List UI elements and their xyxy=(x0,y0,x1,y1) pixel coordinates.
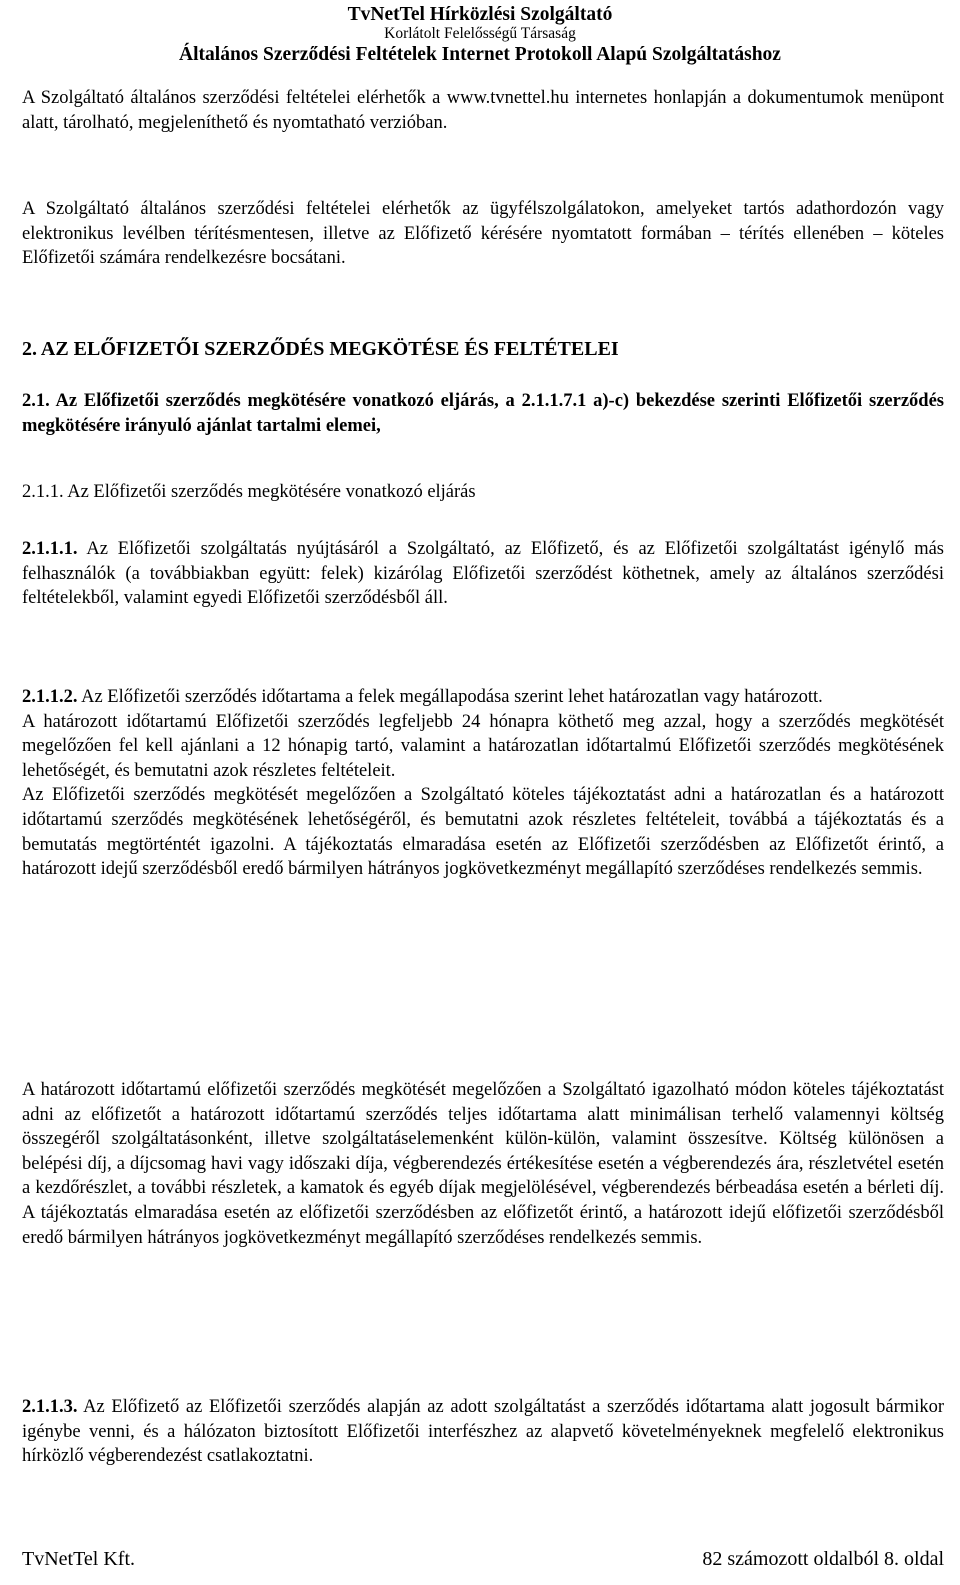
subsection-2-1-1-title: 2.1.1. Az Előfizetői szerződés megkötésére vonatkozó eljárás xyxy=(22,482,476,502)
subsection-2-1-1-title-wrap xyxy=(22,480,944,505)
clause-text: Az Előfizető az Előfizetői szerződés alapján az adott szolgáltatást a szerződés időtartama alatt jogosult bármikor igénybe venni, és a hálózaton biztosított Előfizetői interfészhez az alapvető követelményeknek megfelelő elektronikus hírközlő végberendezést csatlakoztatni. xyxy=(22,1397,944,1467)
section-title: 2. AZ ELŐFIZETŐI SZERZŐDÉS MEGKÖTÉSE ÉS FELTÉTELEI xyxy=(22,338,619,360)
page-footer xyxy=(22,1548,944,1571)
company-name: TvNetTel Hírközlési Szolgáltató xyxy=(347,4,613,25)
intro-paragraph-2: A Szolgáltató általános szerződési feltételei elérhetők az ügyfélszolgálatokon, amelyeket tartós adathordozón vagy elektronikus levélben térítésmentesen, illetve az Előfizető kérésére nyomtatott formában – térítés ellenében – köteles Előfizetői számára rendelkezésre bocsátani. xyxy=(22,199,944,269)
paragraph-2-1-1-2-p3: Az Előfizetői szerződés megkötését megelőzően a Szolgáltató köteles tájékoztatást adni a határozatlan és a határozott időtartamú szerződés megkötésének lehetőségéről, és bemutatni azok részletes feltételeit, továbbá a tájékoztatás és a bemutatás megtörténtét igazolni. A tájékoztatás elmaradása esetén az Előfizetői szerződésben az Előfizetőt érintő, a határozott idejű szerződésből eredő bármilyen hátrányos jogkövetkezményt megállapító szerződéses rendelkezés semmis. xyxy=(22,785,944,880)
footer-page-number: 82 számozott oldalból 8. oldal xyxy=(702,1548,944,1570)
clause-number: 2.1.1.2. xyxy=(22,687,78,707)
paragraph-2-1-1-2-p4-text: A határozott időtartamú előfizetői szerződés megkötését megelőzően a Szolgáltató igazolható módon köteles tájékoztatást adni az előfizetőt a határozott időtartamú szerződés teljes időtartama alatt minimálisan terhelő valamennyi költség összegéről szolgáltatásonként, illetve szolgáltatáselemenként külön-külön, valamint összesítve. Költség különösen a belépési díj, a díjcsomag havi vagy időszaki díja, végberendezés értékesítése esetén a végberendezés ára, részletvétel esetén a kezdőrészlet, a további részletek, a kamatok és egyéb díjak megjelölésével, végberendezés bérbeadása esetén a bérleti díj. A tájékoztatás elmaradása esetén az előfizetői szerződésben az előfizetőt érintő, a határozott idejű előfizetői szerződésből eredő bármilyen hátrányos jogkövetkezményt megállapító szerződéses rendelkezés semmis. xyxy=(22,1080,944,1248)
paragraph-2-1-1-2-p4 xyxy=(22,1078,944,1250)
intro-p2 xyxy=(22,197,944,271)
paragraph-2-1-1-3-text xyxy=(22,1395,944,1469)
paragraph-2-1-1-3 xyxy=(22,1395,944,1469)
clause-text: Az Előfizetői szerződés időtartama a felek megállapodása szerint lehet határozatlan vagy határozott. xyxy=(77,687,823,707)
section-2-1-heading xyxy=(22,389,944,438)
company-type: Korlátolt Felelősségű Társaság xyxy=(384,25,576,42)
clause-number: 2.1.1.1. xyxy=(22,539,78,559)
paragraph-2-1-1-1-text xyxy=(22,537,944,611)
section-2-1-1-heading xyxy=(22,480,944,505)
paragraph-2-1-1-2-p2: A határozott időtartamú Előfizetői szerződés legfeljebb 24 hónapra köthető meg azzal, hogy a szerződés megkötését megelőzően fel kell ajánlani a 12 hónapig tartó, valamint a határozatlan időtartalmú Előfizetői szerződés megkötésének lehetőségét, és bemutatni azok részletes feltételeit. xyxy=(22,711,944,781)
paragraph-2-1-1-2-text xyxy=(22,685,944,710)
intro-p1 xyxy=(22,86,944,135)
paragraph-2-1-1-2 xyxy=(22,685,944,882)
document-title: Általános Szerződési Feltételek Internet Protokoll Alapú Szolgáltatáshoz xyxy=(179,44,781,65)
section-2-heading xyxy=(22,337,944,362)
footer-company: TvNetTel Kft. xyxy=(22,1548,136,1570)
document-header xyxy=(0,0,960,67)
intro-paragraph-1: A Szolgáltató általános szerződési feltételei elérhetők a www.tvnettel.hu internetes honlapján a dokumentumok menüpont alatt, tárolható, megjeleníthető és nyomtatható verzióban. xyxy=(22,88,944,133)
paragraph-2-1-1-1 xyxy=(22,537,944,611)
clause-text: Az Előfizetői szolgáltatás nyújtásáról a Szolgáltató, az Előfizető, és az Előfizetői szolgáltatást igénylő más felhasználók (a továbbiakban együtt: felek) kizárólag Előfizetői szerződést köthetnek, amely az általános szerződési feltételekből, valamint egyedi Előfizetői szerződésből áll. xyxy=(22,539,944,609)
clause-number: 2.1.1.3. xyxy=(22,1397,78,1417)
subsection-2-1-title: 2.1. Az Előfizetői szerződés megkötésére vonatkozó eljárás, a 2.1.1.7.1 a)-c) bekezdése szerinti Előfizetői szerződés megkötésére irányuló ajánlat tartalmi elemei, xyxy=(22,391,944,436)
